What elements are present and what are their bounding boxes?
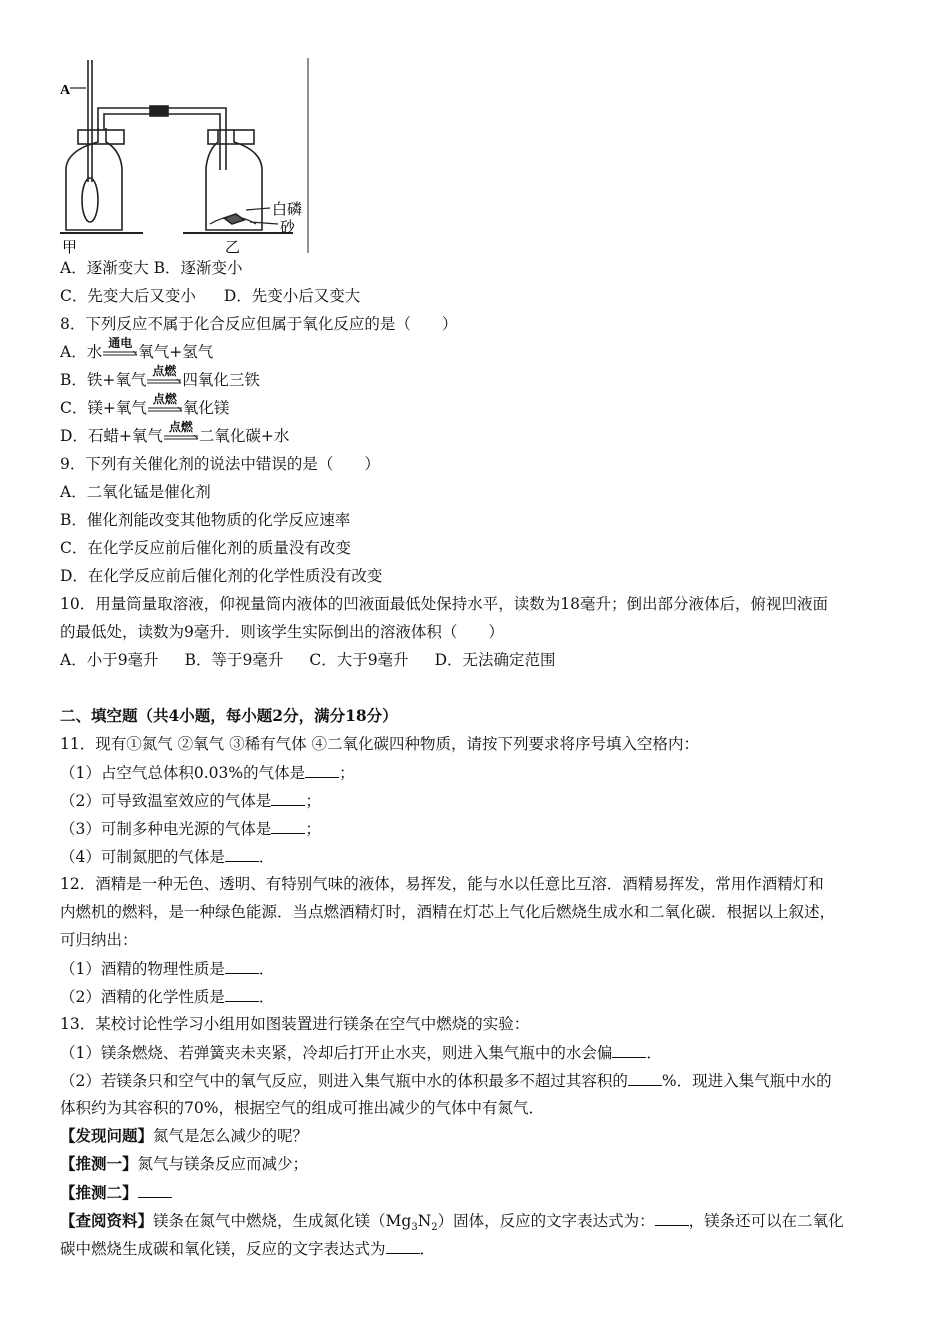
guess1-label: 【推测一】 bbox=[60, 1154, 138, 1173]
answer-blank[interactable] bbox=[628, 1070, 662, 1086]
answer-blank[interactable] bbox=[225, 986, 259, 1002]
q12-line2: 内燃机的燃料，是一种绿色能源．当点燃酒精灯时，酒精在灯芯上气化后燃烧生成水和二氧化碳．根据以上叙述， bbox=[60, 903, 836, 921]
q8-option-b bbox=[60, 364, 260, 390]
punct: ． bbox=[419, 1240, 436, 1258]
answer-blank[interactable] bbox=[305, 762, 339, 778]
punct: ； bbox=[305, 792, 321, 810]
q12-line1: 12．酒精是一种无色、透明、有特别气味的液体，易挥发，能与水以任意比互溶．酒精易挥发，常用作酒精灯和 bbox=[60, 875, 824, 893]
lookup-text-a: 镁条在氮气中燃烧，生成氮化镁（Mg bbox=[153, 1212, 412, 1230]
q8-option-a bbox=[60, 336, 214, 362]
q8-d-product: 二氧化碳+水 bbox=[198, 427, 290, 445]
lookup-text-b: ）固体，反应的文字表达式为： bbox=[437, 1212, 655, 1230]
q11-part1-text: （1）占空气总体积0.03%的气体是 bbox=[60, 764, 306, 782]
q11-part3-text: （3）可制多种电光源的气体是 bbox=[60, 820, 272, 838]
q10-option-b: B．等于9毫升 bbox=[184, 651, 284, 669]
q8-b-reactant: B．铁+氧气 bbox=[60, 371, 147, 389]
q10-stem-line1: 10．用量筒量取溶液，仰视量筒内液体的凹液面最低处保持水平，读数为18毫升；倒出部分液体后，俯视凹液面 bbox=[60, 595, 828, 613]
subscript: 2 bbox=[431, 1222, 438, 1234]
q8-a-product: 氧气+氢气 bbox=[138, 343, 214, 361]
q13-discover bbox=[60, 1126, 308, 1146]
answer-blank[interactable] bbox=[225, 846, 259, 862]
lookup-line2-text: 碳中燃烧生成碳和氧化镁，反应的文字表达式为 bbox=[60, 1240, 386, 1258]
arrow-icon bbox=[103, 351, 137, 357]
punct: ． bbox=[258, 988, 275, 1006]
q9-option-b: B．催化剂能改变其他物质的化学反应速率 bbox=[60, 511, 351, 529]
punct: ； bbox=[305, 820, 321, 838]
lookup-n: N bbox=[417, 1212, 432, 1230]
q11-part2 bbox=[60, 790, 321, 811]
arrow-icon bbox=[147, 379, 181, 385]
q7-options-row1 bbox=[60, 258, 243, 278]
q10-stem-line2: 的最低处，读数为9毫升．则该学生实际倒出的溶液体积（ ） bbox=[60, 623, 504, 641]
q7-option-b: B．逐渐变小 bbox=[153, 259, 243, 277]
condition-text: 点燃 bbox=[152, 392, 177, 406]
q13-part2-line2: 体积约为其容积的70%，根据空气的组成可推出减少的气体中有氮气． bbox=[60, 1099, 544, 1117]
q13-part2 bbox=[60, 1070, 832, 1091]
label-yi: 乙 bbox=[225, 238, 241, 256]
q7-options-row2 bbox=[60, 286, 360, 306]
answer-blank[interactable] bbox=[655, 1210, 689, 1226]
lookup-label: 【查阅资料】 bbox=[60, 1211, 154, 1230]
answer-blank[interactable] bbox=[138, 1182, 172, 1198]
q8-a-reactant: A．水 bbox=[60, 343, 103, 361]
reaction-condition bbox=[103, 336, 137, 362]
guess2-label: 【推测二】 bbox=[60, 1183, 138, 1202]
condition-text: 点燃 bbox=[168, 420, 193, 434]
q10-option-d: D．无法确定范围 bbox=[434, 651, 556, 669]
q9-stem: 9．下列有关催化剂的说法中错误的是（ ） bbox=[60, 455, 380, 473]
guess1-text: 氮气与镁条反应而减少； bbox=[137, 1155, 309, 1173]
reaction-condition bbox=[148, 392, 182, 418]
q13-part1-text: （1）镁条燃烧、若弹簧夹未夹紧，冷却后打开止水夹，则进入集气瓶中的水会偏 bbox=[60, 1044, 613, 1062]
q8-b-product: 四氧化三铁 bbox=[182, 371, 260, 389]
q7-option-a: A．逐渐变大 bbox=[60, 259, 149, 277]
q9-option-a: A．二氧化锰是催化剂 bbox=[60, 483, 211, 501]
q11-part4-text: （4）可制氮肥的气体是 bbox=[60, 848, 225, 866]
punct: ． bbox=[646, 1044, 662, 1062]
q10-option-a: A．小于9毫升 bbox=[60, 651, 159, 669]
punct: ； bbox=[339, 764, 355, 782]
q11-part2-text: （2）可导致温室效应的气体是 bbox=[60, 792, 272, 810]
q7-option-d: D．先变小后又变大 bbox=[223, 287, 361, 305]
q13-part2-text-b: %．现进入集气瓶中水的 bbox=[661, 1072, 832, 1090]
q13-guess1 bbox=[60, 1154, 308, 1174]
q11-stem: 11．现有①氮气 ②氧气 ③稀有气体 ④二氧化碳四种物质，请按下列要求将序号填入空格内： bbox=[60, 735, 700, 753]
q13-lookup-line2 bbox=[60, 1238, 435, 1259]
label-jia: 甲 bbox=[62, 238, 78, 256]
q12-part2-text: （2）酒精的化学性质是 bbox=[60, 988, 225, 1006]
q11-part4 bbox=[60, 846, 274, 867]
q13-stem: 13．某校讨论性学习小组用如图装置进行镁条在空气中燃烧的实验： bbox=[60, 1015, 530, 1033]
answer-blank[interactable] bbox=[271, 790, 305, 806]
q13-guess2 bbox=[60, 1182, 172, 1203]
q8-option-d bbox=[60, 420, 290, 446]
q7-option-c: C．先变大后又变小 bbox=[60, 287, 196, 305]
punct: ． bbox=[258, 848, 275, 866]
q13-part2-text-a: （2）若镁条只和空气中的氧气反应，则进入集气瓶中水的体积最多不超过其容积的 bbox=[60, 1072, 628, 1090]
reaction-condition bbox=[164, 420, 198, 446]
q12-line3: 可归纳出： bbox=[60, 931, 138, 949]
q12-part1-text: （1）酒精的物理性质是 bbox=[60, 960, 225, 978]
discover-label: 【发现问题】 bbox=[60, 1126, 154, 1145]
q8-c-product: 氧化镁 bbox=[182, 399, 230, 417]
arrow-icon bbox=[148, 407, 182, 413]
label-sand: 砂 bbox=[280, 218, 296, 236]
apparatus-figure bbox=[58, 58, 313, 256]
q12-part2 bbox=[60, 986, 274, 1007]
discover-text: 氮气是怎么减少的呢？ bbox=[153, 1127, 309, 1145]
reaction-condition bbox=[147, 364, 181, 390]
punct: ． bbox=[258, 960, 275, 978]
q9-option-d: D．在化学反应前后催化剂的化学性质没有改变 bbox=[60, 567, 383, 585]
q8-stem: 8．下列反应不属于化合反应但属于氧化反应的是（ ） bbox=[60, 315, 458, 333]
q10-options bbox=[60, 650, 556, 670]
condition-text: 通电 bbox=[108, 336, 133, 350]
q8-option-c bbox=[60, 392, 230, 418]
q8-c-reactant: C．镁+氧气 bbox=[60, 399, 147, 417]
q12-part1 bbox=[60, 958, 274, 979]
q10-option-c: C．大于9毫升 bbox=[309, 651, 409, 669]
lookup-text-c: ，镁条还可以在二氧化 bbox=[688, 1212, 844, 1230]
q8-d-reactant: D．石蜡+氧气 bbox=[60, 427, 163, 445]
answer-blank[interactable] bbox=[271, 818, 305, 834]
label-a: A bbox=[60, 83, 71, 98]
q13-lookup bbox=[60, 1210, 844, 1238]
condition-text: 点燃 bbox=[152, 364, 177, 378]
label-white-phosphorus: 白磷 bbox=[272, 200, 303, 218]
subscript: 3 bbox=[411, 1222, 418, 1234]
q11-part3 bbox=[60, 818, 321, 839]
arrow-icon bbox=[164, 435, 198, 441]
q11-part1 bbox=[60, 762, 355, 783]
answer-blank[interactable] bbox=[386, 1238, 420, 1254]
answer-blank[interactable] bbox=[612, 1042, 646, 1058]
section-title: 二、填空题（共4小题，每小题2分，满分18分） bbox=[60, 706, 398, 725]
q9-option-c: C．在化学反应前后催化剂的质量没有改变 bbox=[60, 539, 351, 557]
answer-blank[interactable] bbox=[225, 958, 259, 974]
q13-part1 bbox=[60, 1042, 662, 1063]
